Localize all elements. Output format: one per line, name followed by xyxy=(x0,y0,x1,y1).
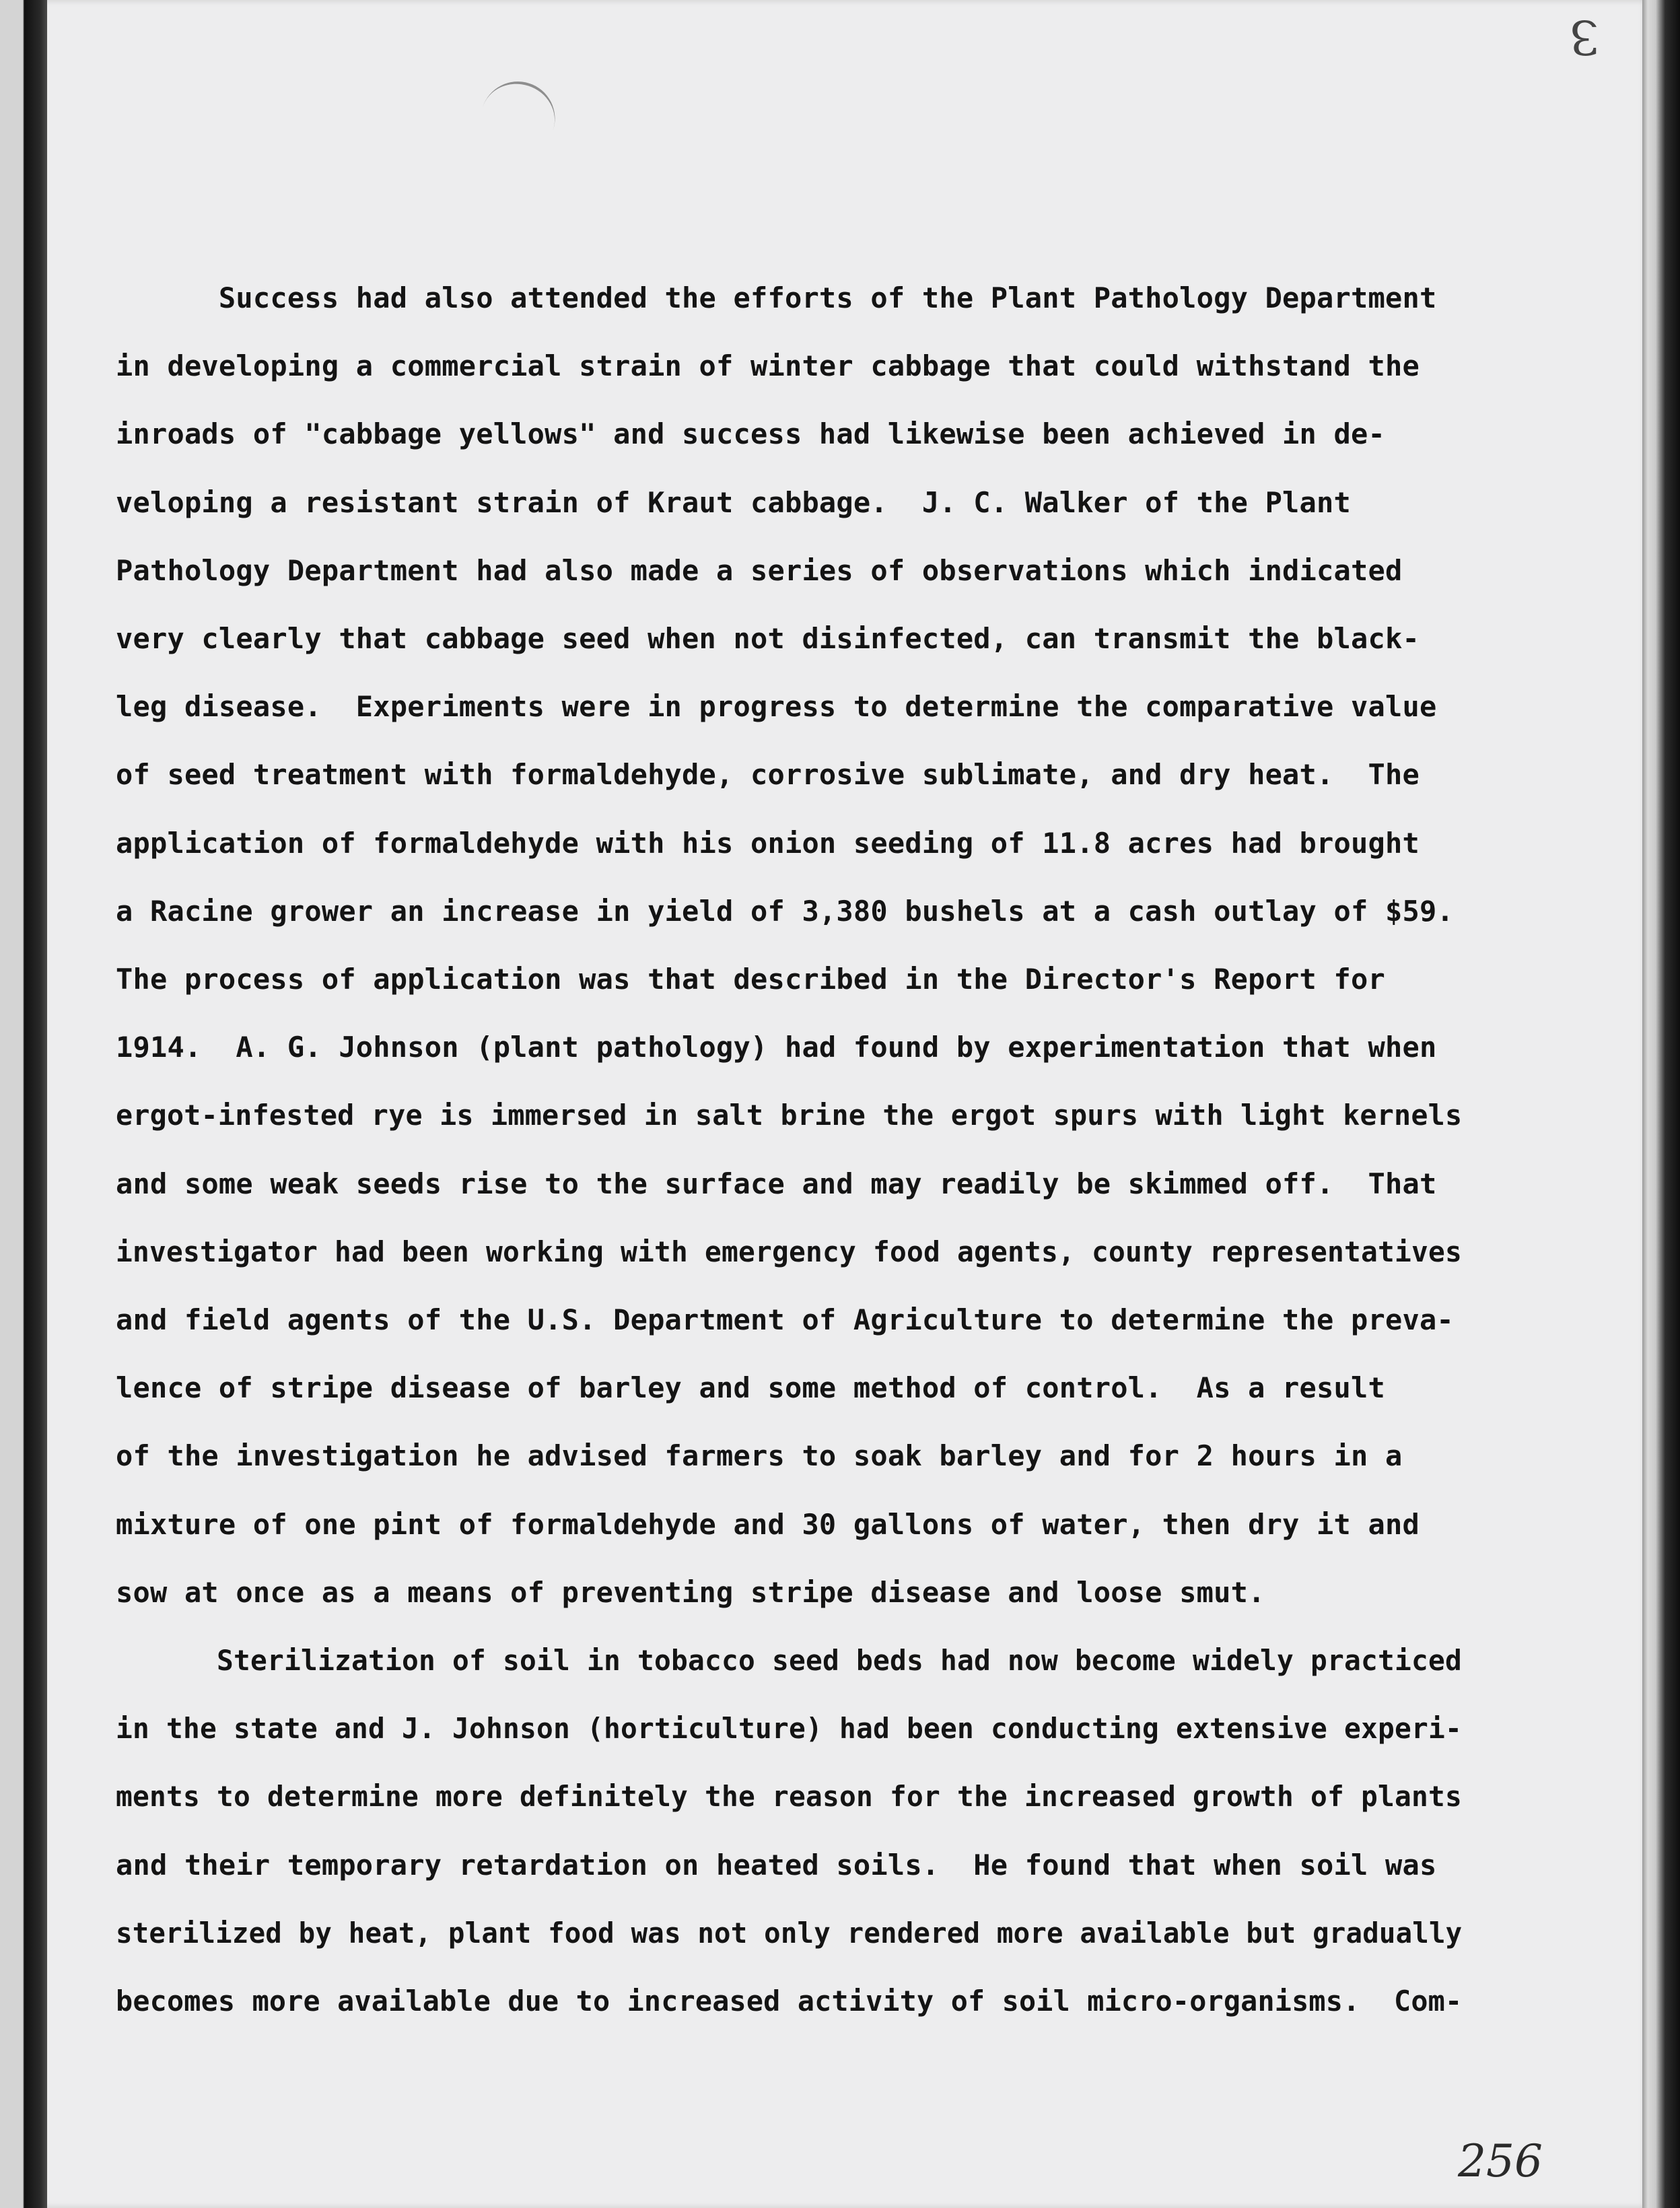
scan-left-edge xyxy=(0,0,47,2208)
text-line: in the state and J. Johnson (horticulture) had been conducting extensive experi- xyxy=(116,1712,1462,1746)
text-line: Success had also attended the efforts of the Plant Pathology Department xyxy=(116,281,1437,314)
text-line: and their temporary retardation on heated soils. He found that when soil was xyxy=(116,1848,1437,1882)
text-line: mixture of one pint of formaldehyde and 30 gallons of water, then dry it and xyxy=(116,1507,1420,1541)
text-line: becomes more available due to increased activity of soil micro-organisms. Com- xyxy=(116,1985,1463,2018)
text-line: The process of application was that described in the Director's Report for xyxy=(116,963,1385,996)
scan-right-edge xyxy=(1642,0,1680,2208)
text-line: inroads of "cabbage yellows" and success had likewise been achieved in de- xyxy=(116,417,1385,451)
text-line: ergot-infested rye is immersed in salt brine the ergot spurs with light kernels xyxy=(116,1099,1463,1132)
text-line: 1914. A. G. Johnson (plant pathology) had found by experimentation that when xyxy=(116,1031,1437,1064)
text-line: Sterilization of soil in tobacco seed beds had now become widely practiced xyxy=(116,1644,1462,1678)
text-line: of seed treatment with formaldehyde, corrosive sublimate, and dry heat. The xyxy=(116,758,1420,792)
text-line: veloping a resistant strain of Kraut cabbage. J. C. Walker of the Plant xyxy=(116,485,1352,519)
text-line: a Racine grower an increase in yield of 3,380 bushels at a cash outlay of $59. xyxy=(116,894,1454,928)
text-line: sow at once as a means of preventing stripe disease and loose smut. xyxy=(116,1575,1265,1609)
text-line: and some weak seeds rise to the surface and may readily be skimmed off. That xyxy=(116,1167,1437,1200)
page-number: 256 xyxy=(1458,2135,1543,2187)
ink-smudge xyxy=(479,72,564,142)
text-line: ments to determine more definitely the reason for the increased growth of plants xyxy=(116,1780,1462,1814)
text-line: very clearly that cabbage seed when not disinfected, can transmit the black- xyxy=(116,622,1420,656)
text-line: investigator had been working with emergency food agents, county representatives xyxy=(116,1235,1462,1268)
text-line: of the investigation he advised farmers to soak barley and for 2 hours in a xyxy=(116,1439,1403,1473)
text-line: leg disease. Experiments were in progress to determine the comparative value xyxy=(116,690,1437,724)
text-line: in developing a commercial strain of winter cabbage that could withstand the xyxy=(116,349,1420,383)
text-line: sterilized by heat, plant food was not only rendered more available but gradually xyxy=(116,1916,1463,1950)
text-line: and field agents of the U.S. Department of Agriculture to determine the preva- xyxy=(116,1303,1454,1337)
corner-mark: Ɛ xyxy=(1570,9,1599,65)
text-line: application of formaldehyde with his onion seeding of 11.8 acres had brought xyxy=(116,826,1420,860)
document-body xyxy=(116,264,1462,2035)
text-line: lence of stripe disease of barley and some method of control. As a result xyxy=(116,1371,1385,1405)
text-line: Pathology Department had also made a series of observations which indicated xyxy=(116,553,1403,587)
